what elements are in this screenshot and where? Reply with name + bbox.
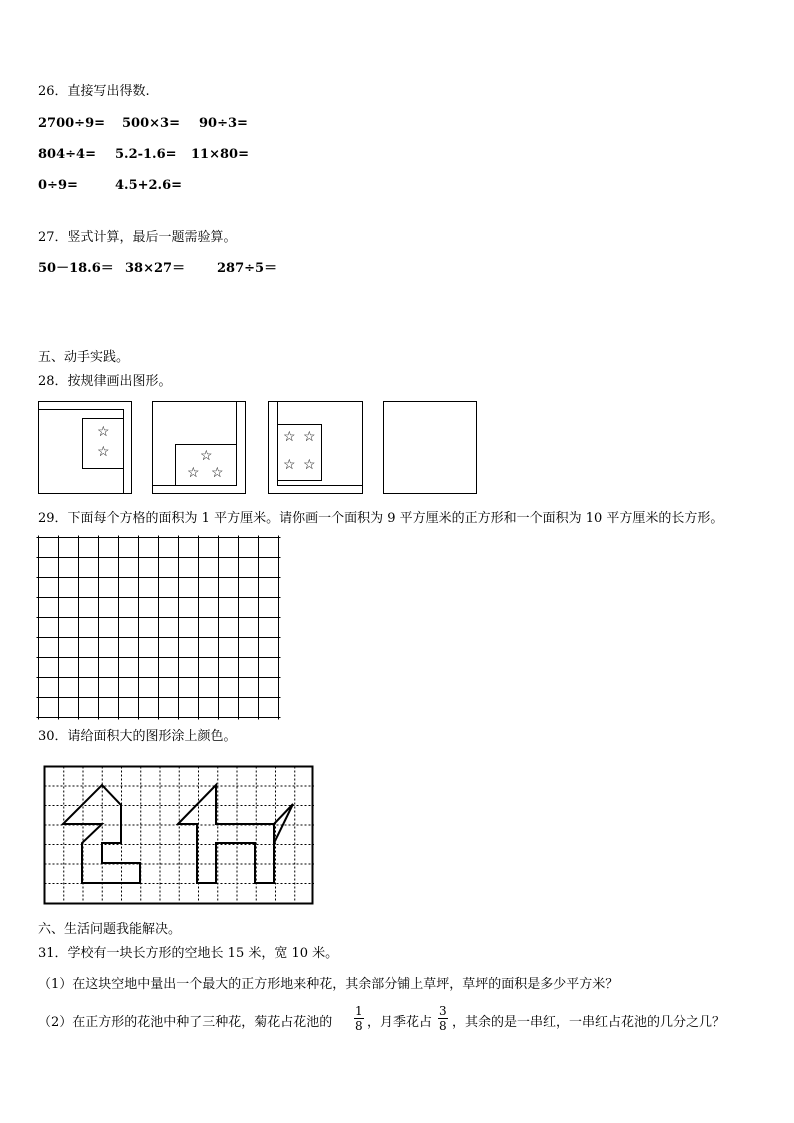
q27-item3: 287÷5＝ — [217, 261, 278, 276]
star-icon: ☆ — [283, 429, 296, 445]
fraction-three-eighths — [437, 1004, 449, 1033]
q27-item2: 38×27＝ — [125, 261, 186, 276]
fraction-denominator: 8 — [439, 1019, 447, 1033]
q26-row2-item3: 11×80= — [191, 147, 249, 162]
q27-item1: 50－18.6＝ — [38, 261, 114, 276]
star-icon: ☆ — [303, 457, 316, 473]
fraction-numerator: 3 — [439, 1004, 447, 1018]
star-icon: ☆ — [283, 457, 296, 473]
q27-title: 27．竖式计算，最后一题需验算。 — [38, 230, 237, 245]
q26-row1-item3: 90÷3= — [199, 116, 248, 131]
star-icon: ☆ — [97, 424, 110, 440]
q26-row3-item1: 0÷9= — [38, 178, 78, 193]
star-icon: ☆ — [211, 465, 224, 481]
q26-title: 26．直接写出得数. — [38, 84, 150, 99]
star-icon: ☆ — [187, 465, 200, 481]
q31-part2-text-b: ，月季花占 — [367, 1015, 433, 1030]
star-icon: ☆ — [97, 444, 110, 460]
q31-part2-text-c: ，其余的是一串红，一串红占花池的几分之几？ — [452, 1015, 726, 1030]
q26-row2-item2: 5.2-1.6= — [115, 147, 177, 162]
q31-part1: （1）在这块空地中量出一个最大的正方形地来种花，其余部分铺上草坪，草坪的面积是多少平方米？ — [38, 977, 619, 992]
q26-row3-item2: 4.5+2.6= — [115, 178, 183, 193]
q29-title: 29．下面每个方格的面积为 1 平方厘米。请你画一个面积为 9 平方厘米的正方形和一个面积为 10 平方厘米的长方形。 — [38, 511, 724, 526]
star-icon: ☆ — [303, 429, 316, 445]
section-6-heading: 六、生活问题我能解决。 — [38, 922, 182, 937]
q26-row1-item1: 2700÷9= — [38, 116, 106, 131]
fraction-one-eighth — [353, 1004, 365, 1033]
q31-title: 31．学校有一块长方形的空地长 15 米，宽 10 米。 — [38, 946, 339, 961]
fraction-numerator: 1 — [355, 1004, 363, 1018]
q31-part2-text-a: （2）在正方形的花池中种了三种花，菊花占花池的 — [38, 1015, 333, 1030]
fraction-denominator: 8 — [355, 1019, 363, 1033]
q26-row2-item1: 804÷4= — [38, 147, 96, 162]
section-5-heading: 五、动手实践。 — [38, 350, 130, 365]
q30-title: 30．请给面积大的图形涂上颜色。 — [38, 729, 237, 744]
q28-title: 28．按规律画出图形。 — [38, 374, 172, 389]
star-icon: ☆ — [200, 448, 213, 464]
q26-row1-item2: 500×3= — [122, 116, 180, 131]
q30-left-shape — [63, 785, 140, 883]
